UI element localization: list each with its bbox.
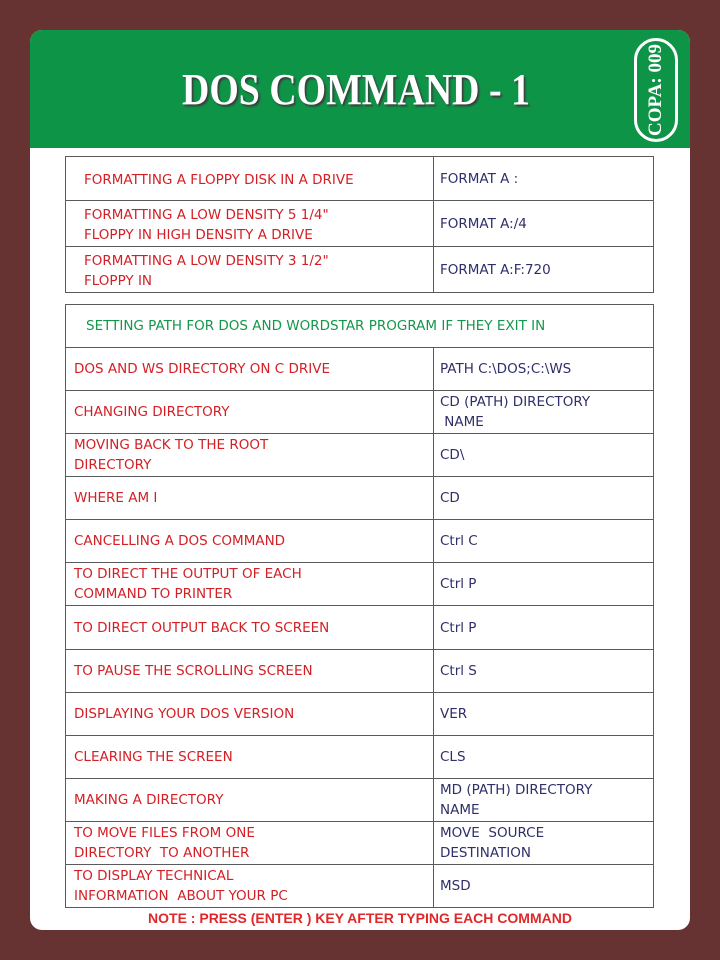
command-syntax-line: VER: [440, 706, 468, 722]
command-syntax: [434, 391, 654, 434]
command-description-line: TO PAUSE THE SCROLLING SCREEN: [74, 663, 313, 679]
format-commands-table: [65, 156, 654, 293]
command-description-line: DIRECTORY TO ANOTHER: [74, 845, 250, 861]
command-syntax: [434, 247, 654, 293]
command-description: [66, 520, 434, 563]
table-row: [66, 736, 654, 779]
course-badge: [634, 38, 678, 142]
command-syntax: [434, 157, 654, 201]
command-syntax-line: CD\: [440, 447, 465, 463]
table-row: [66, 650, 654, 693]
table-row: [66, 693, 654, 736]
table-row: [66, 606, 654, 650]
command-syntax: [434, 606, 654, 650]
command-syntax-line: FORMAT A :: [440, 170, 519, 187]
command-syntax-line: DESTINATION: [440, 845, 531, 861]
command-syntax: [434, 563, 654, 606]
command-syntax: [434, 865, 654, 908]
table-row: [66, 477, 654, 520]
command-description-line: DIRECTORY: [74, 457, 152, 473]
command-syntax-line: CD: [440, 490, 460, 506]
command-description-line: FORMATTING A LOW DENSITY 3 1/2": [84, 252, 329, 269]
command-description: [66, 348, 434, 391]
command-description: [66, 736, 434, 779]
command-description-line: MOVING BACK TO THE ROOT: [74, 437, 269, 453]
table-row: [66, 348, 654, 391]
document-card: [30, 30, 690, 930]
command-description-line: COMMAND TO PRINTER: [74, 586, 233, 602]
command-description: [66, 650, 434, 693]
path-section-heading: SETTING PATH FOR DOS AND WORDSTAR PROGRAM IF THEY EXIT IN: [66, 305, 654, 348]
command-syntax-line: PATH C:\DOS;C:\WS: [440, 361, 572, 377]
command-description: [66, 247, 434, 293]
table-row: [66, 434, 654, 477]
command-syntax: [434, 348, 654, 391]
table-row: [66, 157, 654, 201]
command-syntax: [434, 434, 654, 477]
command-syntax-line: FORMAT A:/4: [440, 215, 527, 232]
command-syntax: [434, 477, 654, 520]
command-syntax-line: CD (PATH) DIRECTORY: [440, 394, 591, 410]
command-description-line: WHERE AM I: [74, 490, 158, 506]
command-description: [66, 693, 434, 736]
command-syntax-line: NAME: [440, 802, 480, 818]
course-badge-label: COPA: 009: [645, 44, 666, 136]
table-row: [66, 201, 654, 247]
command-description-line: DOS AND WS DIRECTORY ON C DRIVE: [74, 361, 331, 377]
path-commands-table: [65, 304, 654, 908]
command-syntax: [434, 520, 654, 563]
command-description: [66, 779, 434, 822]
command-syntax-line: MSD: [440, 878, 471, 894]
command-syntax: [434, 822, 654, 865]
command-description: [66, 477, 434, 520]
command-description: [66, 201, 434, 247]
table-row: [66, 822, 654, 865]
command-description-line: FORMATTING A FLOPPY DISK IN A DRIVE: [84, 171, 354, 188]
command-description-line: TO MOVE FILES FROM ONE: [74, 825, 255, 841]
footer-note: NOTE : PRESS (ENTER ) KEY AFTER TYPING EACH COMMAND: [148, 910, 572, 926]
table-row: [66, 779, 654, 822]
command-syntax-line: Ctrl C: [440, 533, 478, 549]
command-description-line: TO DIRECT OUTPUT BACK TO SCREEN: [74, 619, 330, 636]
command-syntax-line: Ctrl P: [440, 619, 477, 636]
command-syntax-line: FORMAT A:F:720: [440, 261, 551, 278]
command-syntax: [434, 736, 654, 779]
table-row: [66, 247, 654, 293]
command-description-line: TO DISPLAY TECHNICAL: [74, 868, 234, 884]
command-description-line: FLOPPY IN: [84, 272, 153, 289]
command-description-line: CHANGING DIRECTORY: [74, 404, 230, 420]
command-description-line: INFORMATION ABOUT YOUR PC: [74, 888, 288, 904]
command-syntax: [434, 779, 654, 822]
table-header-row: [66, 305, 654, 348]
command-syntax: [434, 201, 654, 247]
page-title: DOS COMMAND - 1: [182, 65, 530, 114]
command-description-line: TO DIRECT THE OUTPUT OF EACH: [74, 566, 302, 582]
command-description-line: CLEARING THE SCREEN: [74, 749, 233, 765]
command-description-line: DISPLAYING YOUR DOS VERSION: [74, 706, 295, 722]
command-syntax-line: CLS: [440, 749, 466, 765]
table-row: [66, 563, 654, 606]
command-description: [66, 822, 434, 865]
header-banner: [30, 30, 690, 148]
command-description: [66, 606, 434, 650]
command-syntax-line: Ctrl S: [440, 663, 477, 679]
command-syntax: [434, 650, 654, 693]
command-syntax-line: Ctrl P: [440, 576, 477, 592]
table-row: [66, 865, 654, 908]
table-row: [66, 391, 654, 434]
command-description-line: FORMATTING A LOW DENSITY 5 1/4": [84, 206, 329, 223]
command-description: [66, 157, 434, 201]
command-syntax-line: NAME: [440, 414, 484, 430]
command-description: [66, 563, 434, 606]
command-description: [66, 391, 434, 434]
command-description-line: CANCELLING A DOS COMMAND: [74, 533, 286, 549]
command-syntax-line: MOVE SOURCE: [440, 825, 545, 841]
command-description: [66, 434, 434, 477]
command-description: [66, 865, 434, 908]
table-row: [66, 520, 654, 563]
command-syntax-line: MD (PATH) DIRECTORY: [440, 782, 593, 798]
command-description-line: FLOPPY IN HIGH DENSITY A DRIVE: [84, 226, 313, 243]
command-description-line: MAKING A DIRECTORY: [74, 792, 224, 808]
command-syntax: [434, 693, 654, 736]
